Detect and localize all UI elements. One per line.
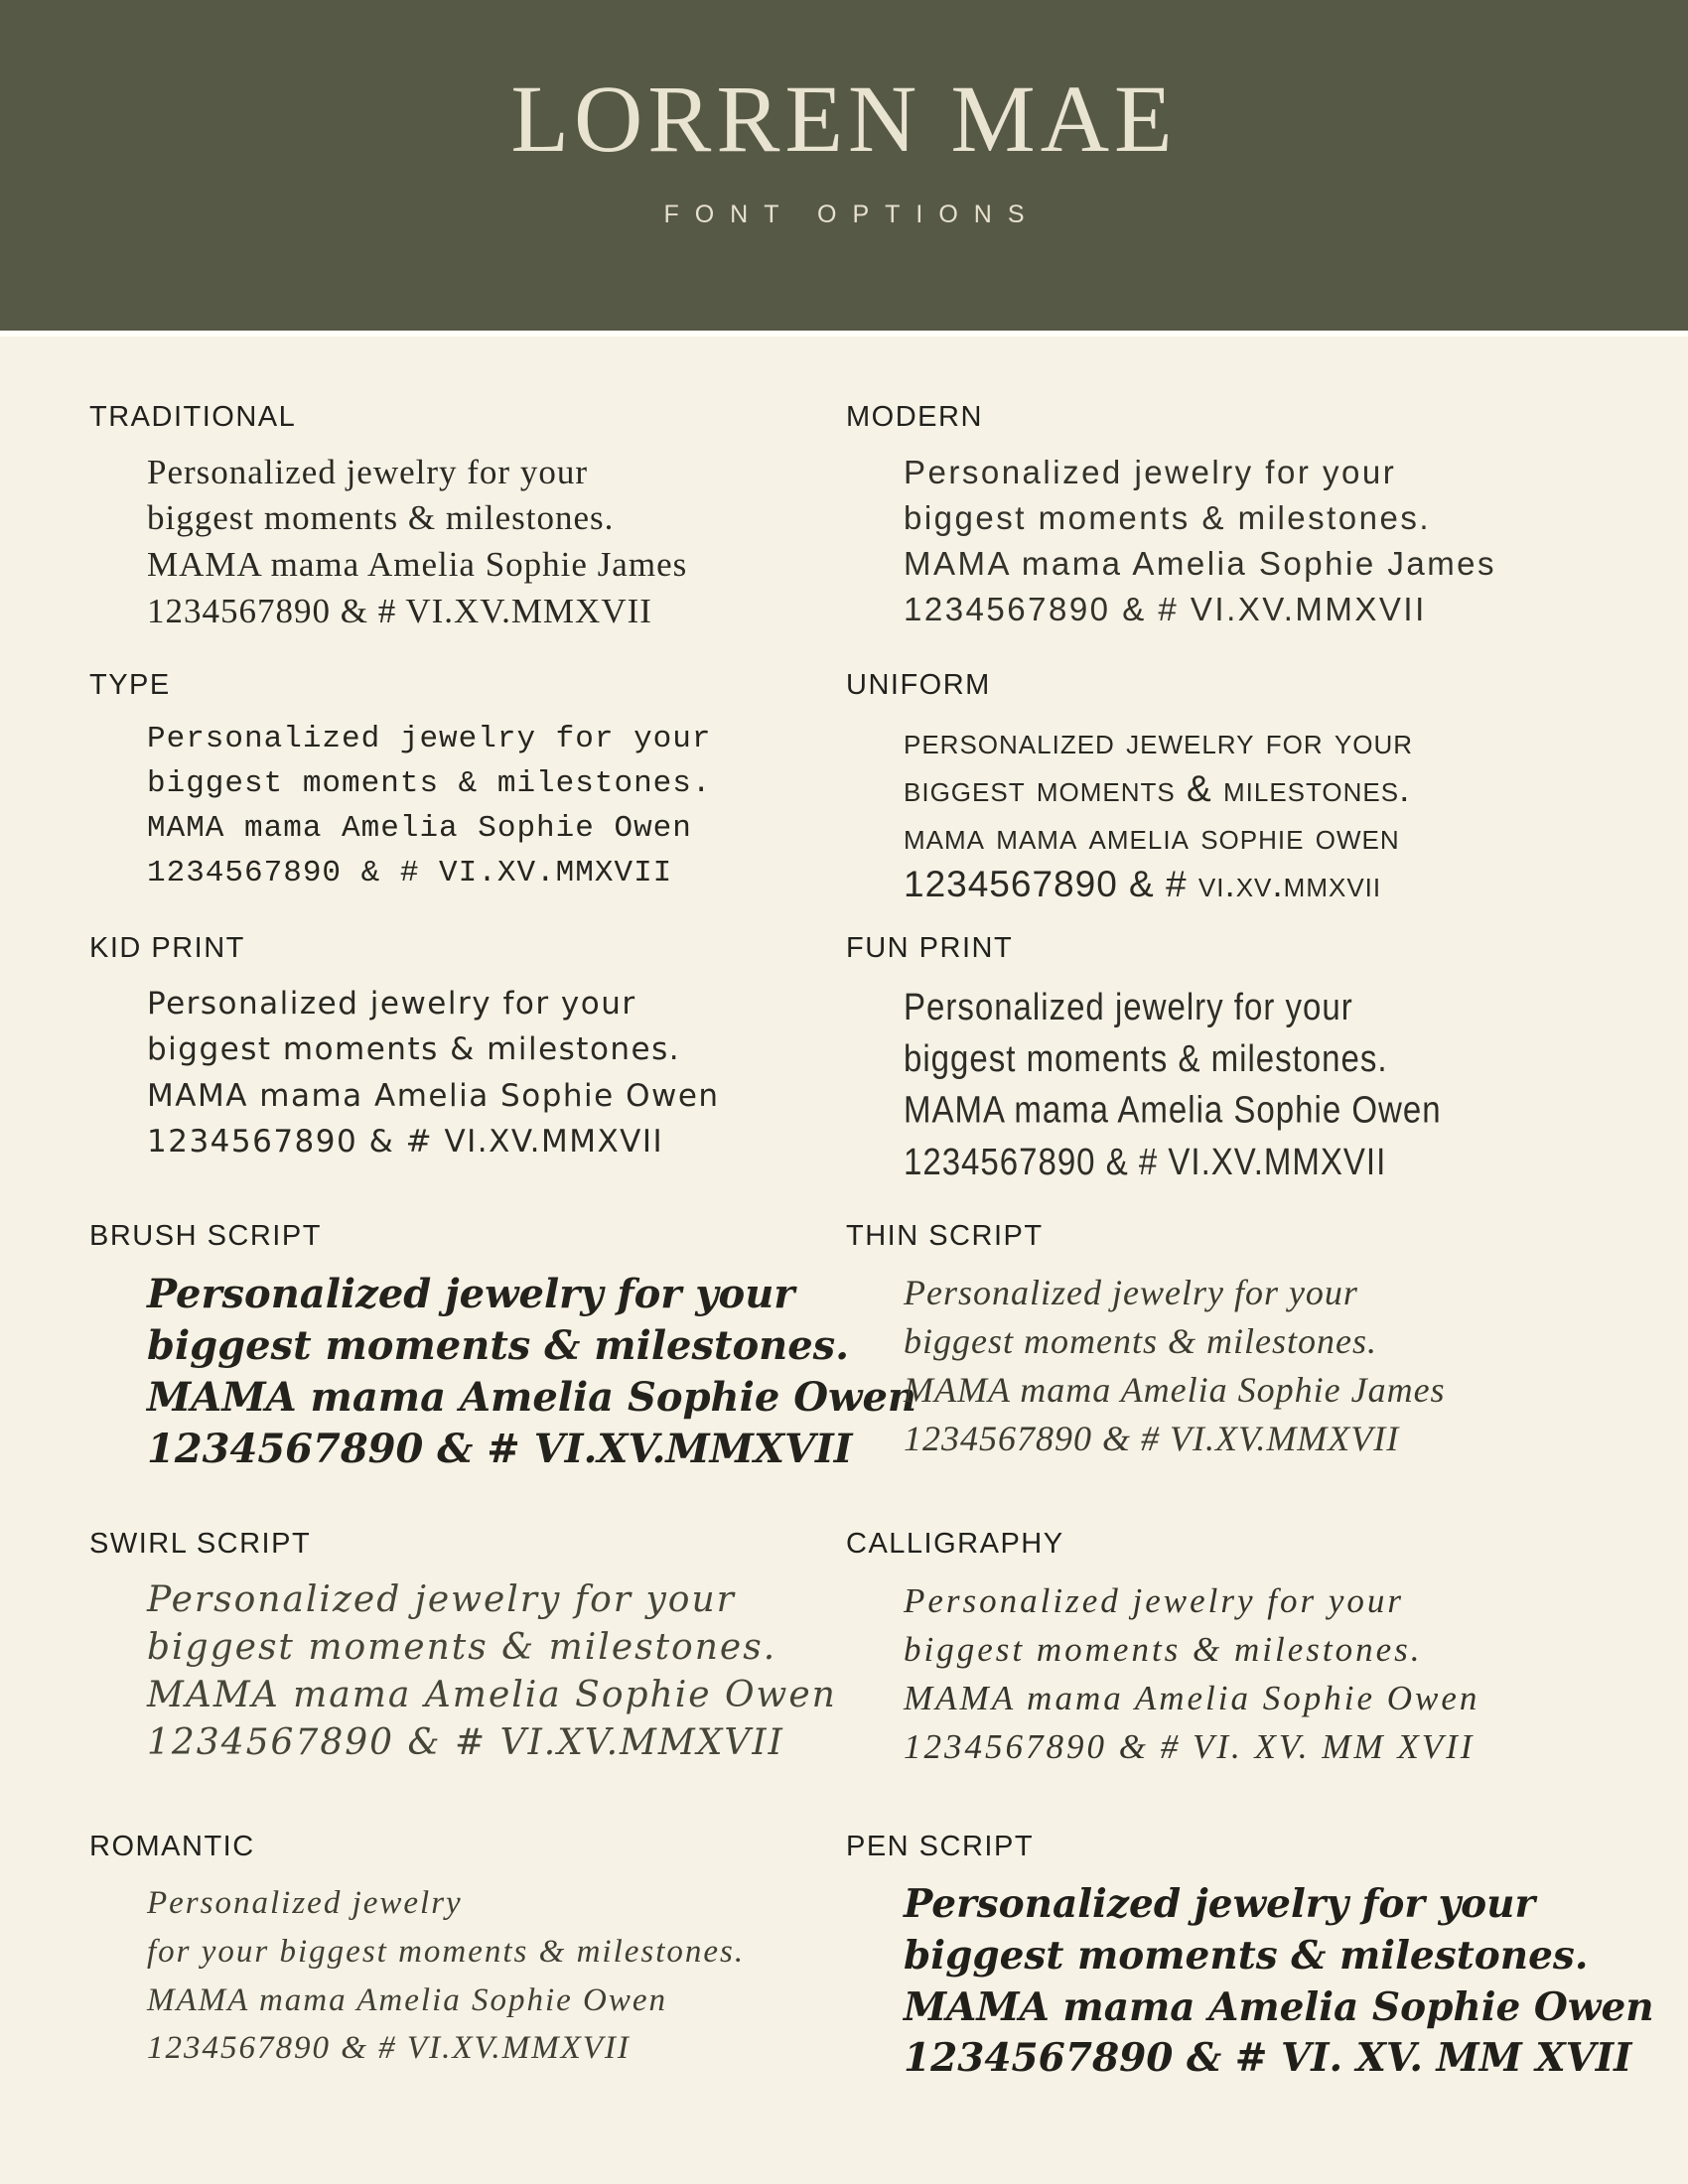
font-sample <box>904 1269 1668 1463</box>
sample-line: MAMA mama Amelia Sophie James <box>904 1369 1446 1410</box>
font-section-modern <box>844 402 1688 670</box>
font-sample <box>904 450 1668 633</box>
font-sample <box>904 1879 1668 2085</box>
page-subtitle: FONT OPTIONS <box>663 201 1041 228</box>
section-label: MODERN <box>846 401 983 433</box>
sample-line: 1234567890 & # VI.XV.MMXVII <box>147 1721 784 1763</box>
sample-line: Personalized jewelry for your <box>147 985 636 1022</box>
sample-line: MAMA mama Amelia Sophie Owen <box>147 1674 837 1715</box>
section-label: FUN PRINT <box>846 932 1014 964</box>
sample-line: 1234567890 & # VI. XV. MM XVII <box>904 2035 1632 2082</box>
sample-line: biggest moments & milestones. <box>904 1320 1377 1361</box>
font-section-type <box>0 670 844 933</box>
font-section-brush-script <box>0 1220 916 1529</box>
font-section-thin-script <box>844 1221 1688 1529</box>
sample-line: Personalized jewelry for your <box>147 1270 795 1317</box>
sample-line: MAMA mama Amelia Sophie Owen <box>904 1088 1442 1131</box>
font-section-traditional <box>0 402 844 670</box>
sample-line: MAMA mama Amelia Sophie Owen <box>147 810 692 846</box>
sample-line: 1234567890 & # VI.XV.MMXVII <box>147 2030 631 2067</box>
font-sample <box>147 718 844 896</box>
sample-line: 1234567890 & # VI.XV.MMXVII <box>147 1425 853 1472</box>
sample-line: Personalized jewelry <box>147 1884 463 1921</box>
sample-line: biggest moments & milestones. <box>904 1036 1388 1079</box>
section-label: CALLIGRAPHY <box>846 1528 1064 1560</box>
sample-line: MAMA mama Amelia Sophie James <box>904 545 1497 583</box>
sample-line: biggest moments & milestones. <box>147 1626 777 1668</box>
font-sample <box>904 1576 1668 1771</box>
section-label: TYPE <box>89 669 171 701</box>
sample-line: MAMA mama Amelia Sophie Owen <box>904 1983 1654 2030</box>
sample-line: Personalized jewelry for your <box>147 452 588 491</box>
font-section-fun-print <box>844 933 1688 1221</box>
section-label: UNIFORM <box>846 669 991 701</box>
section-label: BRUSH SCRIPT <box>89 1220 322 1252</box>
sample-line: 1234567890 & # vi.xv.mmxvii <box>904 864 1382 905</box>
font-sample <box>147 981 844 1165</box>
page-header <box>0 0 1688 331</box>
section-label: ROMANTIC <box>89 1831 255 1862</box>
sample-line: 1234567890 & # VI.XV.MMXVII <box>147 1124 664 1160</box>
sample-line: MAMA mama Amelia Sophie Owen <box>904 1678 1480 1717</box>
sample-line: biggest moments & milestones. <box>904 499 1432 537</box>
font-section-romantic <box>0 1832 844 2159</box>
sample-line: personalized jewelry for your <box>904 720 1413 761</box>
sample-line: 1234567890 & # VI.XV.MMXVII <box>147 855 673 890</box>
sample-line: biggest moments & milestones. <box>147 765 712 801</box>
sample-line: Personalized jewelry for your <box>904 1272 1358 1312</box>
sample-line: biggest moments & milestones. <box>147 1031 681 1068</box>
font-section-calligraphy <box>844 1529 1688 1832</box>
font-section-swirl-script <box>0 1529 844 1832</box>
brand-title: LORREN MAE <box>510 66 1178 172</box>
font-sample <box>147 1269 916 1475</box>
sample-line: biggest moments & milestones. <box>904 1629 1423 1669</box>
font-section-pen-script <box>844 1832 1688 2159</box>
font-sample <box>904 718 1668 908</box>
sample-line: 1234567890 & # VI.XV.MMXVII <box>904 1418 1400 1458</box>
font-section-uniform <box>844 670 1688 933</box>
sample-line: Personalized jewelry for your <box>904 1880 1536 1927</box>
sample-line: Personalized jewelry for your <box>904 453 1397 490</box>
sample-line: biggest moments & milestones. <box>147 498 615 538</box>
sample-line: MAMA mama Amelia Sophie Owen <box>147 1077 720 1114</box>
sample-line: MAMA mama Amelia Sophie Owen <box>147 1373 916 1421</box>
font-sample <box>147 1576 844 1767</box>
font-sample <box>147 1879 844 2073</box>
sample-line: 1234567890 & # VI.XV.MMXVII <box>904 1140 1387 1182</box>
sample-line: 1234567890 & # VI.XV.MMXVII <box>147 591 652 630</box>
sample-line: 1234567890 & # VI. XV. MM XVII <box>904 1726 1476 1766</box>
section-label: KID PRINT <box>89 932 245 964</box>
sample-line: Personalized jewelry for your <box>904 1580 1405 1620</box>
sample-line: biggest moments & milestones. <box>904 767 1411 809</box>
sample-line: MAMA mama Amelia Sophie James <box>147 544 688 584</box>
sample-line: mama mama amelia sophie owen <box>904 816 1400 858</box>
sample-line: MAMA mama Amelia Sophie Owen <box>147 1981 668 2018</box>
sample-line: Personalized jewelry for your <box>147 1578 736 1620</box>
section-label: PEN SCRIPT <box>846 1831 1035 1862</box>
sample-line: for your biggest moments & milestones. <box>147 1933 746 1970</box>
sample-line: Personalized jewelry for your <box>147 721 712 756</box>
font-section-kid-print <box>0 933 844 1221</box>
sample-line: Personalized jewelry for your <box>904 985 1353 1027</box>
sample-line: 1234567890 & # VI.XV.MMXVII <box>904 591 1427 628</box>
font-samples-grid <box>0 337 1688 2159</box>
sample-line: biggest moments & milestones. <box>147 1321 850 1369</box>
section-label: SWIRL SCRIPT <box>89 1528 312 1560</box>
font-sample <box>904 981 1668 1187</box>
font-sample <box>147 450 844 634</box>
section-label: THIN SCRIPT <box>846 1220 1044 1252</box>
sample-line: biggest moments & milestones. <box>904 1932 1589 1979</box>
section-label: TRADITIONAL <box>89 401 297 433</box>
